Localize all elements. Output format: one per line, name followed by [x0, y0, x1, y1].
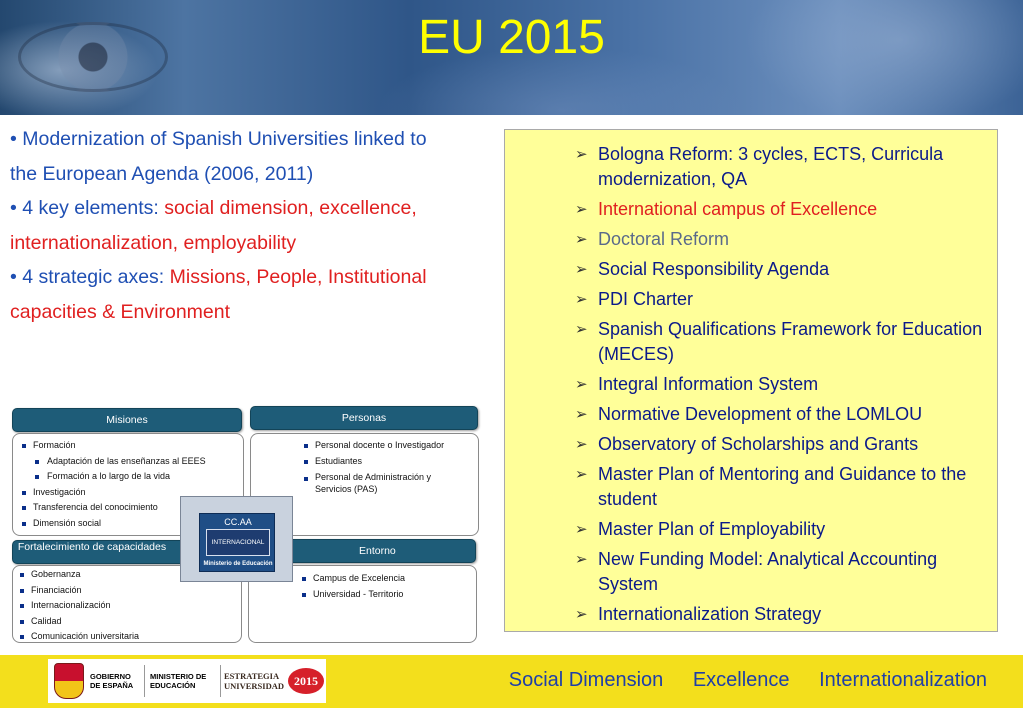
slide-title: EU 2015: [418, 11, 605, 64]
list-item: ➢ Spanish Qualifications Framework for Education (MECES): [575, 319, 983, 364]
center-inner: [199, 513, 275, 572]
list-item: ➢ International campus of Excellence: [575, 197, 985, 222]
arrow-bullet-icon: ➢: [575, 406, 588, 423]
coat-of-arms-icon: [54, 663, 84, 699]
list-item: Investigación: [19, 485, 243, 501]
list-item: Estudiantes: [301, 454, 470, 470]
list-item: Personal docente o Investigador: [301, 438, 470, 454]
footer-link-excellence: Excellence: [692, 669, 790, 691]
list-item: Calidad: [17, 614, 241, 630]
arrow-bullet-icon: ➢: [575, 146, 588, 163]
arrow-bullet-icon: ➢: [575, 291, 588, 308]
arrow-bullet-icon: ➢: [575, 261, 588, 278]
list-item: Financiación: [17, 583, 241, 599]
footer-link-internationalization: Internationalization: [819, 669, 987, 691]
list-item: Universidad - Territorio: [299, 587, 476, 603]
left-bullets: [10, 122, 450, 329]
fortalecimiento-header: Fortalecimiento de capacidades: [12, 540, 242, 564]
list-item: ➢ Social Responsibility Agenda: [575, 257, 985, 282]
misiones-header: Misiones: [12, 408, 242, 432]
arrow-bullet-icon: ➢: [575, 231, 588, 248]
list-item: ➢ Master Plan of Employability: [575, 517, 985, 542]
list-item: Personal de Administración y Servicios (PAS): [301, 471, 470, 495]
logo-divider: [144, 665, 145, 697]
footer-logos: [48, 659, 326, 703]
arrow-bullet-icon: ➢: [575, 466, 588, 483]
arrow-bullet-icon: ➢: [575, 521, 588, 538]
arrow-bullet-icon: ➢: [575, 436, 588, 453]
list-item: Campus de Excelencia: [299, 571, 476, 587]
header-banner: [0, 0, 1023, 115]
logo-divider: [220, 665, 221, 697]
entorno-header: Entorno: [248, 539, 476, 563]
list-item: Dimensión social: [19, 516, 243, 532]
gobierno-logo-text: GOBIERNO DE ESPAÑA: [90, 672, 134, 690]
list-item: ➢ New Funding Model: Analytical Accounting System: [575, 549, 938, 594]
list-item: Formación: [19, 438, 243, 454]
list-item: ➢ PDI Charter: [575, 287, 985, 312]
bullet-key-elements-highlight: social dimension, excellence, internationalization, employability: [10, 197, 417, 254]
bullet-key-elements: [10, 191, 450, 260]
list-item: Formación a lo largo de la vida: [19, 469, 243, 485]
ministerio-logo-text: MINISTERIO DE EDUCACIÓN: [150, 672, 207, 690]
list-item: ➢ Bologna Reform: 3 cycles, ECTS, Curricula modernization, QA: [575, 144, 944, 189]
list-item: ➢ Doctoral Reform: [575, 227, 985, 252]
bullet-key-elements-prefix: • 4 key elements:: [10, 197, 165, 219]
bullet-strategic-axes-prefix: • 4 strategic axes:: [10, 266, 170, 288]
internacional-label: INTERNACIONAL: [206, 529, 270, 556]
footer-themes: [485, 669, 987, 692]
bullet-modernization: • Modernization of Spanish Universities linked to the European Agenda (2006, 2011): [10, 128, 427, 185]
arrow-bullet-icon: ➢: [575, 376, 588, 393]
list-item: ➢ Observatory of Scholarships and Grants: [575, 432, 985, 457]
personas-header: Personas: [250, 406, 478, 430]
list-item: ➢ Internationalization Strategy: [575, 602, 985, 627]
reforms-panel: [504, 129, 998, 632]
year-2015-logo: 2015: [288, 668, 324, 694]
ccaa-label: CC.AA: [224, 517, 252, 527]
list-item: Transferencia del conocimiento: [19, 500, 243, 516]
arrow-bullet-icon: ➢: [575, 606, 588, 623]
list-item: Gobernanza: [17, 567, 241, 583]
reforms-list: [575, 142, 985, 632]
arrow-bullet-icon: ➢: [575, 321, 588, 338]
arrow-bullet-icon: ➢: [575, 551, 588, 568]
bullet-strategic-axes-highlight: Missions, People, Institutional capacities & Environment: [10, 266, 427, 323]
list-item: ➢ Normative Development of the LOMLOU: [575, 402, 985, 427]
estrategia-logo-text: ESTRATEGIA UNIVERSIDAD: [224, 671, 284, 691]
list-item: Internacionalización: [17, 598, 241, 614]
ministerio-label: Ministerio de Educación: [203, 561, 273, 567]
bullet-strategic-axes: [10, 260, 450, 329]
center-ccaa-card: [180, 496, 293, 582]
arrow-bullet-icon: ➢: [575, 201, 588, 218]
list-item: ➢ Master Plan of Mentoring and Guidance to the student: [575, 464, 967, 509]
list-item: ➢ Integral Information System: [575, 372, 985, 397]
footer-bar: [0, 655, 1023, 708]
list-item: Adaptación de las enseñanzas al EEES: [19, 454, 243, 470]
list-item: Comunicación universitaria: [17, 629, 241, 645]
footer-link-social-dimension: Social Dimension: [508, 669, 664, 691]
